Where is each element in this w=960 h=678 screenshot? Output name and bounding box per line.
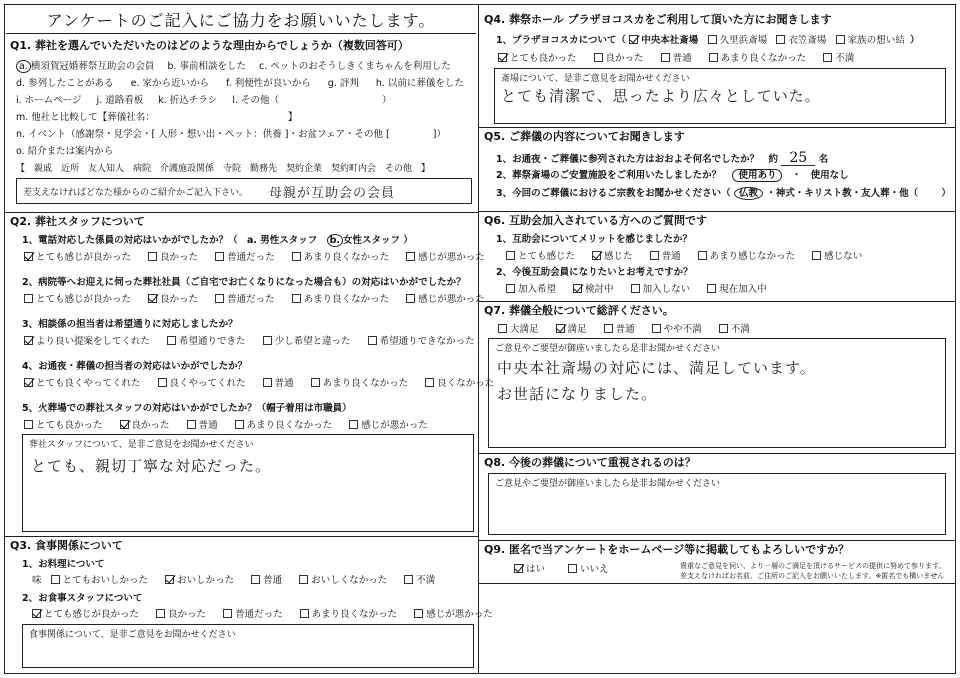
q3-s2-answer-0[interactable]: とても感じが良かった bbox=[32, 608, 139, 622]
checkbox-checked[interactable] bbox=[148, 294, 157, 303]
q2-q3-divider bbox=[4, 536, 479, 537]
q6-s2-answer-3[interactable]: 現在加入中 bbox=[707, 283, 767, 297]
q5-heading: Q5. ご葬儀の内容についてお聞きします bbox=[484, 130, 685, 143]
checkbox[interactable] bbox=[506, 284, 515, 293]
checkbox-checked[interactable] bbox=[573, 284, 582, 293]
q9-section bbox=[484, 542, 952, 592]
q2-s4-answer-0[interactable]: とても良くやってくれた bbox=[24, 377, 141, 391]
q2-s5-answer-0[interactable]: とても良かった bbox=[24, 419, 103, 433]
q2-s3-answer-0[interactable]: より良い提案をしてくれた bbox=[24, 335, 150, 349]
q4-section bbox=[484, 12, 952, 124]
checkbox[interactable] bbox=[568, 564, 577, 573]
q2-s3-answer-2[interactable]: 少し希望と違った bbox=[263, 335, 351, 349]
checkbox[interactable] bbox=[594, 53, 603, 62]
q1-option-b[interactable]: b. 事前相談をした bbox=[167, 61, 246, 72]
q1-option-o[interactable]: o. 紹介または案内から bbox=[16, 146, 114, 157]
q2-section bbox=[10, 214, 495, 534]
q6-s2-answer-2[interactable]: 加入しない bbox=[631, 283, 691, 297]
checkbox[interactable] bbox=[406, 252, 415, 261]
checkbox[interactable] bbox=[215, 294, 224, 303]
page-title: アンケートのご記入にご協力をお願いいたします。 bbox=[6, 8, 476, 34]
q1-option-k[interactable]: k. 折込チラシ bbox=[158, 95, 218, 106]
checkbox[interactable] bbox=[187, 420, 196, 429]
q2-s4-question: 4、お通夜・葬儀の担当者の対応はいかがでしたか？ bbox=[22, 361, 248, 372]
q2-s1-answer-0[interactable]: とても感じが良かった bbox=[24, 251, 131, 265]
q2-s1-answer-1[interactable]: 良かった bbox=[148, 251, 198, 265]
checkbox[interactable] bbox=[406, 294, 415, 303]
q4-answer-1[interactable]: 良かった bbox=[594, 52, 644, 66]
checkbox[interactable] bbox=[292, 252, 301, 261]
q9-answer-no[interactable]: いいえ bbox=[568, 563, 609, 577]
checkbox-checked[interactable] bbox=[592, 251, 601, 260]
checkbox[interactable] bbox=[650, 251, 659, 260]
q4-heading: Q4. 葬祭ホール プラザヨコスカをご利用して頂いた方にお聞きします bbox=[484, 13, 832, 26]
q1-referral-box[interactable] bbox=[16, 178, 472, 204]
q5-s3-question bbox=[496, 187, 951, 201]
q1-row-1 bbox=[16, 60, 451, 74]
q3-s2-answers bbox=[32, 608, 507, 622]
q7-q8-divider bbox=[478, 453, 956, 454]
q9-bottom-divider bbox=[478, 583, 956, 584]
q3-s1-answer-0[interactable]: とてもおいしかった bbox=[51, 574, 149, 588]
q1-option-c[interactable]: c. ペットのおそうしきくまちゃんを利用した bbox=[259, 61, 451, 72]
q2-s1-answer-2[interactable]: 普通だった bbox=[215, 251, 275, 265]
checkbox[interactable] bbox=[404, 575, 413, 584]
q3-s2-answer-3[interactable]: あまり良くなかった bbox=[300, 608, 398, 622]
checkbox[interactable] bbox=[24, 420, 33, 429]
checkbox[interactable] bbox=[708, 35, 717, 44]
q1-option-a-marker[interactable]: a. bbox=[16, 60, 31, 73]
q1-row-4 bbox=[16, 111, 297, 125]
checkbox[interactable] bbox=[311, 378, 320, 387]
q4-s1-close: ） bbox=[910, 35, 920, 46]
q5-s1-text: 1、お通夜・ご葬儀に参列された方はおおよそ何名でしたか？ bbox=[496, 154, 760, 165]
checkbox[interactable] bbox=[836, 35, 845, 44]
q1-option-n[interactable]: n. イベント（感謝祭・見学会・[ 人形・想い出・ペット：供養 ]・お盆フェア・その他 [ bbox=[16, 129, 390, 140]
q3-s2-answer-1[interactable]: 良かった bbox=[156, 608, 206, 622]
q7-heading: Q7. 葬儀全般について総評ください。 bbox=[484, 304, 674, 317]
q4-hall-0[interactable]: 中央本社斎場 bbox=[629, 34, 698, 48]
q2-s5-answer-1[interactable]: 良かった bbox=[120, 419, 170, 433]
q6-s1-question: 1、互助会についてメリットを感じましたか？ bbox=[496, 234, 693, 245]
q8-comment-box[interactable] bbox=[488, 473, 946, 535]
q9-answers bbox=[514, 563, 623, 577]
q2-s1-answer-3[interactable]: あまり良くなかった bbox=[292, 251, 390, 265]
q5-unused[interactable]: 使用なし bbox=[810, 170, 849, 181]
q1-option-l-close: ） bbox=[382, 95, 392, 106]
q7-answer-2[interactable]: 普通 bbox=[604, 323, 635, 337]
q2-s1-male[interactable]: a. 男性スタッフ bbox=[246, 235, 318, 246]
checkbox[interactable] bbox=[292, 294, 301, 303]
q2-s2-answer-0[interactable]: とても感じが良かった bbox=[24, 293, 131, 307]
q4-answer-0[interactable]: とても良かった bbox=[498, 52, 577, 66]
q5-q6-divider bbox=[478, 211, 956, 212]
q2-s1-text: 1、電話対応した係員の対応はいかがでしたか？（ bbox=[22, 235, 238, 246]
checkbox[interactable] bbox=[709, 53, 718, 62]
q2-s4-answer-3[interactable]: あまり良くなかった bbox=[311, 377, 409, 391]
q1-option-f[interactable]: f. 利便性が良いから bbox=[226, 78, 311, 89]
checkbox[interactable] bbox=[167, 336, 176, 345]
checkbox[interactable] bbox=[414, 609, 423, 618]
q1-q2-divider bbox=[4, 212, 479, 213]
checkbox[interactable] bbox=[263, 378, 272, 387]
q2-s2-question: 2、病院等へお迎えに伺った葬社社員（ご自宅でお亡くなりになった場合も）の対応はいかがでしたか？ bbox=[22, 277, 466, 288]
q2-s2-answer-1[interactable]: 良かった bbox=[148, 293, 198, 307]
q6-s2-question: 2、今後互助会員になりたいとお考えですか？ bbox=[496, 267, 693, 278]
checkbox[interactable] bbox=[812, 251, 821, 260]
q4-hall-3[interactable]: 家族の想い結 bbox=[836, 34, 905, 48]
q5-s2-question bbox=[496, 169, 849, 183]
checkbox-checked[interactable] bbox=[165, 575, 174, 584]
q7-answer-1[interactable]: 満足 bbox=[556, 323, 587, 337]
checkbox-checked[interactable] bbox=[514, 564, 523, 573]
checkbox[interactable] bbox=[698, 251, 707, 260]
q7-comment-box[interactable] bbox=[488, 338, 946, 448]
checkbox[interactable] bbox=[24, 294, 33, 303]
q4-hall-2[interactable]: 衣笠斎場 bbox=[776, 34, 826, 48]
q5-section bbox=[484, 129, 952, 209]
q2-s4-answer-1[interactable]: 良くやってくれた bbox=[158, 377, 246, 391]
q2-s4-answers bbox=[24, 377, 508, 391]
checkbox-checked[interactable] bbox=[24, 336, 33, 345]
checkbox[interactable] bbox=[776, 35, 785, 44]
q9-answer-yes[interactable]: はい bbox=[514, 563, 545, 577]
checkbox[interactable] bbox=[661, 53, 670, 62]
checkbox[interactable] bbox=[368, 336, 377, 345]
q2-s5-answers bbox=[24, 419, 442, 433]
q3-s1-answer-3[interactable]: おいしくなかった bbox=[299, 574, 387, 588]
q2-s5-answer-3[interactable]: あまり良くなかった bbox=[235, 419, 333, 433]
q8-comment-label: ご意見やご要望が御座いましたら是非お聞かせください bbox=[495, 479, 721, 489]
q9-note-2: 差支えなければお名前、ご住所のご記入をお願いいたします。※匿名でも構いません bbox=[680, 572, 945, 580]
q1-option-d[interactable]: d. 参列したことがある bbox=[16, 78, 114, 89]
q3-s2-answer-4[interactable]: 感じが悪かった bbox=[414, 608, 493, 622]
checkbox[interactable] bbox=[223, 609, 232, 618]
q1-option-n-close: ]） bbox=[432, 129, 447, 140]
q5-approx: 約 bbox=[768, 154, 778, 165]
q2-s1-female-marker[interactable]: b. bbox=[327, 234, 343, 247]
checkbox[interactable] bbox=[425, 378, 434, 387]
q4-s1-text: 1、プラザヨコスカについて（ bbox=[496, 35, 626, 46]
q6-s1-answer-3[interactable]: あまり感じなかった bbox=[698, 250, 796, 264]
q2-s1-question bbox=[22, 234, 413, 248]
checkbox[interactable] bbox=[235, 420, 244, 429]
checkbox[interactable] bbox=[299, 575, 308, 584]
q4-comment-value: とても清潔で、思ったより広々としていた。 bbox=[501, 87, 821, 105]
q6-s2-answers bbox=[506, 283, 781, 297]
q1-heading: Q1. 葬社を選んでいただいたのはどのような理由からでしょうか（複数回答可） bbox=[10, 39, 409, 52]
q5-s3-close: ） bbox=[941, 188, 951, 199]
checkbox[interactable] bbox=[156, 609, 165, 618]
q9-heading: Q9. 匿名で当アンケートをホームページ等に掲載してもよろしいですか？ bbox=[484, 543, 850, 556]
q7-answer-3[interactable]: やや不満 bbox=[652, 323, 702, 337]
checkbox-checked[interactable] bbox=[32, 609, 41, 618]
q2-s2-answer-2[interactable]: 普通だった bbox=[215, 293, 275, 307]
q3-s1-answer-4[interactable]: 不満 bbox=[404, 574, 435, 588]
q2-comment-value: とても、親切丁寧な対応だった。 bbox=[31, 457, 272, 475]
checkbox-checked[interactable] bbox=[24, 252, 33, 261]
q1-referral-value: 母親が互助会の会員 bbox=[269, 186, 396, 201]
q6-s2-answer-1[interactable]: 検討中 bbox=[573, 283, 614, 297]
q2-s1-answers bbox=[24, 251, 499, 265]
q5-religion-rest: ・神式・キリスト教・友人葬・他（ bbox=[766, 188, 919, 199]
q4-answer-3[interactable]: あまり良くなかった bbox=[709, 52, 807, 66]
q2-s5-question: 5、火葬場での葬社スタッフの対応はいかがでしたか？（帽子着用は市職員） bbox=[22, 403, 352, 414]
q1-row-3 bbox=[16, 94, 392, 108]
checkbox-checked[interactable] bbox=[24, 378, 33, 387]
q8-q9-divider bbox=[478, 540, 956, 541]
q5-s3-text: 3、今回のご葬儀におけるご宗教をお聞かせください（ bbox=[496, 188, 731, 199]
q3-comment-box[interactable] bbox=[22, 624, 474, 668]
q3-taste-label: 味 bbox=[32, 575, 42, 586]
q6-s1-answer-0[interactable]: とても感じた bbox=[506, 250, 575, 264]
q2-s2-answer-4[interactable]: 感じが悪かった bbox=[406, 293, 485, 307]
q2-comment-box[interactable] bbox=[22, 434, 474, 532]
q3-s1-answer-1[interactable]: おいしかった bbox=[165, 574, 234, 588]
q5-s1-question bbox=[496, 151, 828, 167]
q3-s1-answer-2[interactable]: 普通 bbox=[251, 574, 282, 588]
checkbox[interactable] bbox=[349, 420, 358, 429]
checkbox[interactable] bbox=[158, 378, 167, 387]
q1-option-h[interactable]: h. 以前に葬儀をした bbox=[375, 78, 464, 89]
q2-s5-answer-2[interactable]: 普通 bbox=[187, 419, 218, 433]
q8-heading: Q8. 今後の葬儀について重視されるのは？ bbox=[484, 456, 696, 469]
q1-section bbox=[10, 38, 476, 210]
q1-option-a: 横須賀冠婚葬祭互助会の会員 bbox=[30, 61, 155, 72]
q5-dot: ・ bbox=[791, 170, 802, 181]
q7-section bbox=[484, 303, 952, 451]
q2-heading: Q2. 葬社スタッフについて bbox=[10, 215, 145, 228]
q7-answers bbox=[498, 323, 764, 337]
q4-answer-4[interactable]: 不満 bbox=[823, 52, 854, 66]
checkbox[interactable] bbox=[51, 575, 60, 584]
checkbox[interactable] bbox=[148, 252, 157, 261]
q2-s3-question: 3、相談係の担当者は希望通りに対応しましたか？ bbox=[22, 319, 238, 330]
q1-option-m-close: 】 bbox=[287, 112, 298, 123]
checkbox[interactable] bbox=[823, 53, 832, 62]
q3-s1-question: 1、お料理について bbox=[22, 559, 105, 570]
q2-s3-answers bbox=[24, 335, 489, 349]
checkbox[interactable] bbox=[652, 324, 661, 333]
checkbox[interactable] bbox=[719, 324, 728, 333]
q1-row-6 bbox=[16, 145, 113, 159]
q6-s2-answer-0[interactable]: 加入希望 bbox=[506, 283, 556, 297]
q2-s1-answer-4[interactable]: 感じが悪かった bbox=[406, 251, 485, 265]
q5-unit: 名 bbox=[818, 154, 829, 165]
q3-s1-answers bbox=[32, 574, 449, 588]
q1-row-5 bbox=[16, 128, 446, 142]
q6-s1-answer-1[interactable]: 感じた bbox=[592, 250, 633, 264]
q1-referral-label: 差支えなければどなた様からのご紹介かご記入下さい。 bbox=[23, 188, 249, 198]
q2-s1-close: ） bbox=[403, 235, 413, 246]
q4-s1-question bbox=[496, 34, 920, 48]
q2-s4-answer-4[interactable]: 良くなかった bbox=[425, 377, 494, 391]
q4-answer-2[interactable]: 普通 bbox=[661, 52, 692, 66]
q1-option-j[interactable]: j. 道路看板 bbox=[96, 95, 144, 106]
q4-s1-answers bbox=[498, 52, 868, 66]
q5-s2-text: 2、葬祭斎場のご安置施設をご利用いたしましたか？ bbox=[496, 170, 722, 181]
q7-comment-line1: 中央本社斎場の対応には、満足しています。 bbox=[497, 359, 816, 377]
checkbox[interactable] bbox=[604, 324, 613, 333]
q5-used[interactable]: 使用あり bbox=[732, 169, 782, 182]
checkbox[interactable] bbox=[506, 251, 515, 260]
q7-answer-0[interactable]: 大満足 bbox=[498, 323, 539, 337]
checkbox[interactable] bbox=[498, 324, 507, 333]
q3-s2-answer-2[interactable]: 普通だった bbox=[223, 608, 283, 622]
q1-intro-list: 【 親戚 近所 友人知人 病院 介護施設関係 寺院 勤務先 契約企業 契約町内会 その他 】 bbox=[16, 164, 431, 174]
q2-s5-answer-4[interactable]: 感じが悪かった bbox=[349, 419, 428, 433]
q1-option-l[interactable]: l. その他（ bbox=[232, 95, 280, 106]
checkbox[interactable] bbox=[263, 336, 272, 345]
checkbox[interactable] bbox=[300, 609, 309, 618]
checkbox-checked[interactable] bbox=[556, 324, 565, 333]
q7-comment-line2: お世話になりました。 bbox=[497, 385, 658, 403]
checkbox[interactable] bbox=[631, 284, 640, 293]
checkbox[interactable] bbox=[215, 252, 224, 261]
q1-option-g[interactable]: g. 評判 bbox=[327, 78, 359, 89]
q2-s2-answer-3[interactable]: あまり良くなかった bbox=[292, 293, 390, 307]
q2-s4-answer-2[interactable]: 普通 bbox=[263, 377, 294, 391]
q6-s1-answers bbox=[506, 250, 876, 264]
q6-s1-answer-4[interactable]: 感じない bbox=[812, 250, 862, 264]
q7-answer-4[interactable]: 不満 bbox=[719, 323, 750, 337]
q3-s2-question: 2、お食事スタッフについて bbox=[22, 593, 143, 604]
q1-option-m[interactable]: m. 他社と比較して【葬儀社名： bbox=[16, 112, 155, 123]
q6-s1-answer-2[interactable]: 普通 bbox=[650, 250, 681, 264]
q6-heading: Q6. 互助会加入されている方へのご質問です bbox=[484, 214, 708, 227]
q2-comment-label: 葬社スタッフについて、是非ご意見をお聞かせください bbox=[29, 440, 254, 450]
checkbox[interactable] bbox=[251, 575, 260, 584]
checkbox-checked[interactable] bbox=[120, 420, 129, 429]
q3-comment-label: 食事関係について、是非ご意見をお聞かせください bbox=[29, 630, 236, 640]
q5-religion-selected[interactable]: 仏教 bbox=[734, 187, 763, 200]
q2-s3-answer-3[interactable]: 希望通りできなかった bbox=[368, 335, 475, 349]
checkbox-checked[interactable] bbox=[629, 35, 638, 44]
q4-comment-label: 斎場について、是非ご意見をお聞かせください bbox=[501, 74, 690, 84]
q2-s3-answer-1[interactable]: 希望通りできた bbox=[167, 335, 246, 349]
q1-option-i[interactable]: i. ホームページ bbox=[16, 95, 82, 106]
checkbox-checked[interactable] bbox=[498, 53, 507, 62]
checkbox[interactable] bbox=[707, 284, 716, 293]
q4-hall-1[interactable]: 久里浜斎場 bbox=[708, 34, 768, 48]
q3-section bbox=[10, 538, 493, 672]
q2-s1-female: 女性スタッフ bbox=[343, 235, 401, 246]
q8-section bbox=[484, 455, 952, 537]
q9-note-1: 貴重なご意見を伺い、より一層のご満足を頂けるサービスの提供に努めて参ります。 bbox=[680, 562, 946, 570]
q7-comment-label: ご意見やご要望が御座いましたら是非お聞かせください bbox=[495, 344, 721, 354]
q6-q7-divider bbox=[478, 301, 956, 302]
q1-row-2 bbox=[16, 77, 464, 91]
q4-q5-divider bbox=[478, 127, 956, 128]
q3-heading: Q3. 食事関係について bbox=[10, 539, 123, 552]
q5-attendees[interactable]: 25 bbox=[781, 151, 815, 166]
q2-s2-answers bbox=[24, 293, 499, 307]
q4-comment-box[interactable] bbox=[494, 68, 946, 124]
q1-option-e[interactable]: e. 家から近いから bbox=[130, 78, 209, 89]
q6-section bbox=[484, 213, 952, 299]
